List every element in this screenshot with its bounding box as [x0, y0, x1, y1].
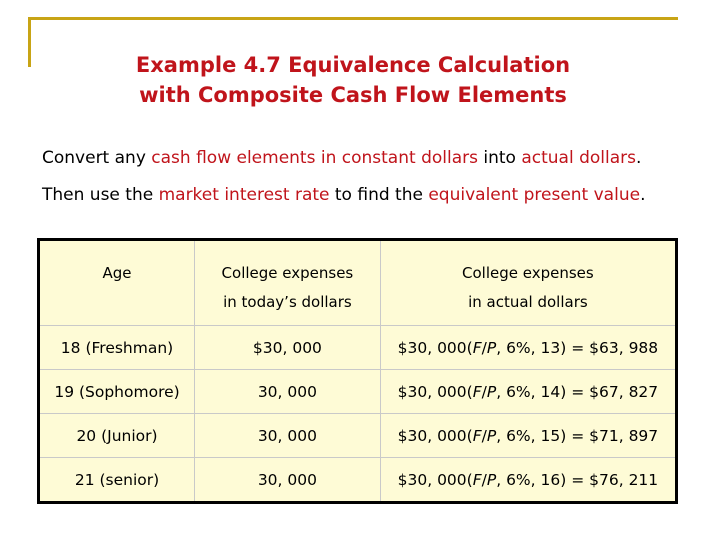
formula-suffix: , 6%, 16) = $76, 211: [496, 470, 659, 489]
cell-actual-dollars: [380, 370, 676, 414]
formula-suffix: , 6%, 15) = $71, 897: [496, 426, 659, 445]
slide-title-line-2: with Composite Cash Flow Elements: [139, 83, 567, 107]
slide-title: [0, 50, 706, 110]
cell-age: 20 (Junior): [39, 414, 195, 458]
cell-age: 21 (senior): [39, 458, 195, 503]
instruction-paragraph-1: [42, 146, 678, 170]
table-row: [39, 414, 677, 458]
header-todays-line-1: College expenses: [221, 264, 354, 282]
slide-title-line-1: Example 4.7 Equivalence Calculation: [135, 53, 571, 77]
header-age-label: Age: [102, 264, 132, 282]
formula-slash: /: [481, 338, 487, 357]
header-actual-line-1: College expenses: [462, 264, 594, 282]
p2-text-2: to find the: [329, 185, 429, 205]
p1-highlight-actual-dollars: actual dollars: [521, 148, 636, 168]
cell-actual-dollars: [380, 326, 676, 370]
cell-actual-dollars: [380, 458, 676, 503]
cell-actual-dollars: [380, 414, 676, 458]
formula-p: P: [486, 382, 497, 401]
formula-suffix: , 6%, 13) = $63, 988: [496, 338, 659, 357]
p2-highlight-market-rate: market interest rate: [158, 185, 330, 205]
cell-todays-dollars: $30, 000: [195, 326, 381, 370]
table-row: [39, 370, 677, 414]
p1-text-1: Convert any: [42, 148, 152, 168]
header-todays-dollars: [195, 240, 381, 326]
cell-todays-dollars: 30, 000: [195, 458, 381, 503]
slide-frame-top-rule: [28, 17, 678, 20]
p1-text-3: .: [636, 148, 642, 168]
formula-f: F: [472, 382, 482, 401]
header-actual-line-2: in actual dollars: [468, 293, 588, 311]
table-row: [39, 326, 677, 370]
formula-suffix: , 6%, 14) = $67, 827: [496, 382, 659, 401]
header-todays-line-2: in today’s dollars: [223, 293, 352, 311]
table-row: [39, 458, 677, 503]
cell-todays-dollars: 30, 000: [195, 414, 381, 458]
formula-f: F: [472, 338, 482, 357]
formula-prefix: $30, 000(: [397, 426, 473, 445]
header-actual-dollars: [380, 240, 676, 326]
formula-prefix: $30, 000(: [397, 470, 473, 489]
p1-text-2: into: [477, 148, 522, 168]
p2-highlight-present-value: equivalent present value: [428, 185, 641, 205]
cell-todays-dollars: 30, 000: [195, 370, 381, 414]
cell-age: 19 (Sophomore): [39, 370, 195, 414]
cash-flow-table: [37, 238, 678, 504]
formula-f: F: [472, 426, 482, 445]
instruction-paragraph-2: [42, 183, 678, 207]
formula-f: F: [472, 470, 482, 489]
formula-prefix: $30, 000(: [397, 382, 473, 401]
table-header-row: [39, 240, 677, 326]
formula-slash: /: [481, 382, 487, 401]
cell-age: 18 (Freshman): [39, 326, 195, 370]
p2-text-3: .: [640, 185, 646, 205]
formula-prefix: $30, 000(: [397, 338, 473, 357]
formula-p: P: [486, 426, 497, 445]
p1-highlight-constant-dollars: cash flow elements in constant dollars: [151, 148, 478, 168]
p2-text-1: Then use the: [42, 185, 159, 205]
formula-slash: /: [481, 426, 487, 445]
header-age: [39, 240, 195, 326]
formula-p: P: [486, 338, 497, 357]
formula-slash: /: [481, 470, 487, 489]
formula-p: P: [486, 470, 497, 489]
